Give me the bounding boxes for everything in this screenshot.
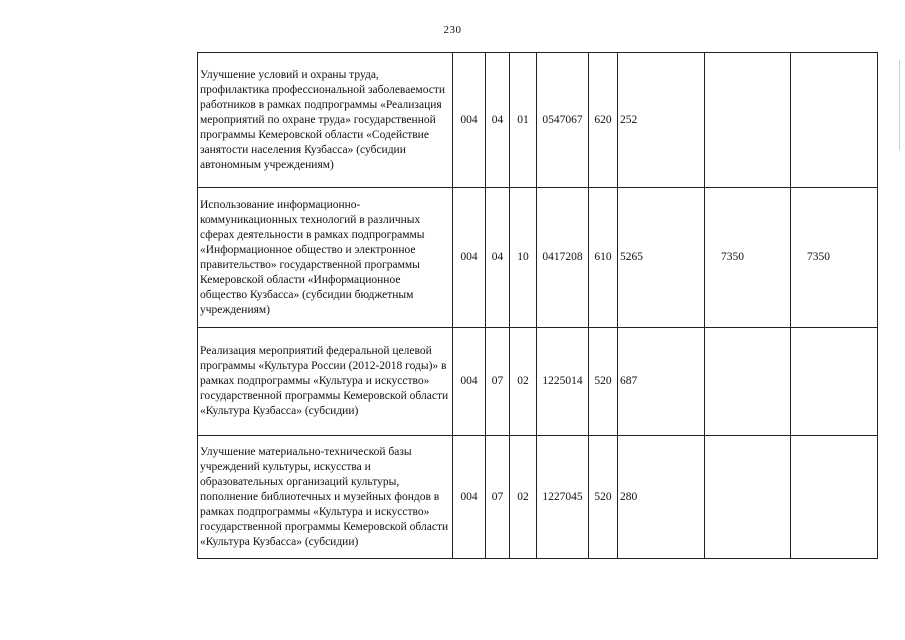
page-number: 230	[443, 24, 462, 36]
row-description: Использование информационно-коммуникационных технологий в различных сферах деятельности в рамках подпрограммы «Информационное общество и электронное правительство» государственной программы Кемеровской области «Информационное общество Кузбасса» (субсидии бюджетным учреждениям)	[198, 188, 453, 328]
amount-year-1: 5265	[618, 188, 705, 328]
amount-year-2	[705, 436, 791, 559]
amount-year-2: 7350	[705, 188, 791, 328]
amount-year-3	[791, 328, 878, 436]
amount-year-2	[705, 328, 791, 436]
section-code: 04	[486, 188, 510, 328]
ministry-code: 004	[453, 436, 486, 559]
target-article-code: 0547067	[537, 53, 589, 188]
subsection-code: 02	[510, 436, 537, 559]
ministry-code: 004	[453, 188, 486, 328]
amount-year-3	[791, 436, 878, 559]
row-description: Улучшение материально-технической базы учреждений культуры, искусства и образовательных организаций культуры, пополнение библиотечных и музейных фондов в рамках подпрограммы «Культура и искусство» государственной программы Кемеровской области «Культура Кузбасса» (субсидии)	[198, 436, 453, 559]
table-row	[198, 188, 878, 328]
expense-type-code: 610	[589, 188, 618, 328]
section-code: 07	[486, 436, 510, 559]
expense-type-code: 520	[589, 436, 618, 559]
section-code: 07	[486, 328, 510, 436]
table-row	[198, 436, 878, 559]
expense-type-code: 620	[589, 53, 618, 188]
amount-year-2	[705, 53, 791, 188]
target-article-code: 1225014	[537, 328, 589, 436]
amount-year-1: 280	[618, 436, 705, 559]
subsection-code: 02	[510, 328, 537, 436]
row-description: Улучшение условий и охраны труда, профилактика профессиональной заболеваемости работников в рамках подпрограммы «Реализация мероприятий по охране труда» государственной программы Кемеровской области «Содействие занятости населения Кузбасса» (субсидии автономным учреждениям)	[198, 53, 453, 188]
amount-year-1: 252	[618, 53, 705, 188]
ministry-code: 004	[453, 53, 486, 188]
budget-table	[197, 52, 878, 559]
target-article-code: 0417208	[537, 188, 589, 328]
expense-type-code: 520	[589, 328, 618, 436]
amount-year-1: 687	[618, 328, 705, 436]
row-description: Реализация мероприятий федеральной целевой программы «Культура России (2012-2018 годы)» в рамках подпрограммы «Культура и искусство» государственной программы Кемеровской области «Культура Кузбасса» (субсидии)	[198, 328, 453, 436]
amount-year-3	[791, 53, 878, 188]
scan-edge-mark	[899, 60, 900, 150]
amount-year-3: 7350	[791, 188, 878, 328]
target-article-code: 1227045	[537, 436, 589, 559]
section-code: 04	[486, 53, 510, 188]
subsection-code: 10	[510, 188, 537, 328]
subsection-code: 01	[510, 53, 537, 188]
table-row	[198, 328, 878, 436]
ministry-code: 004	[453, 328, 486, 436]
table-row	[198, 53, 878, 188]
